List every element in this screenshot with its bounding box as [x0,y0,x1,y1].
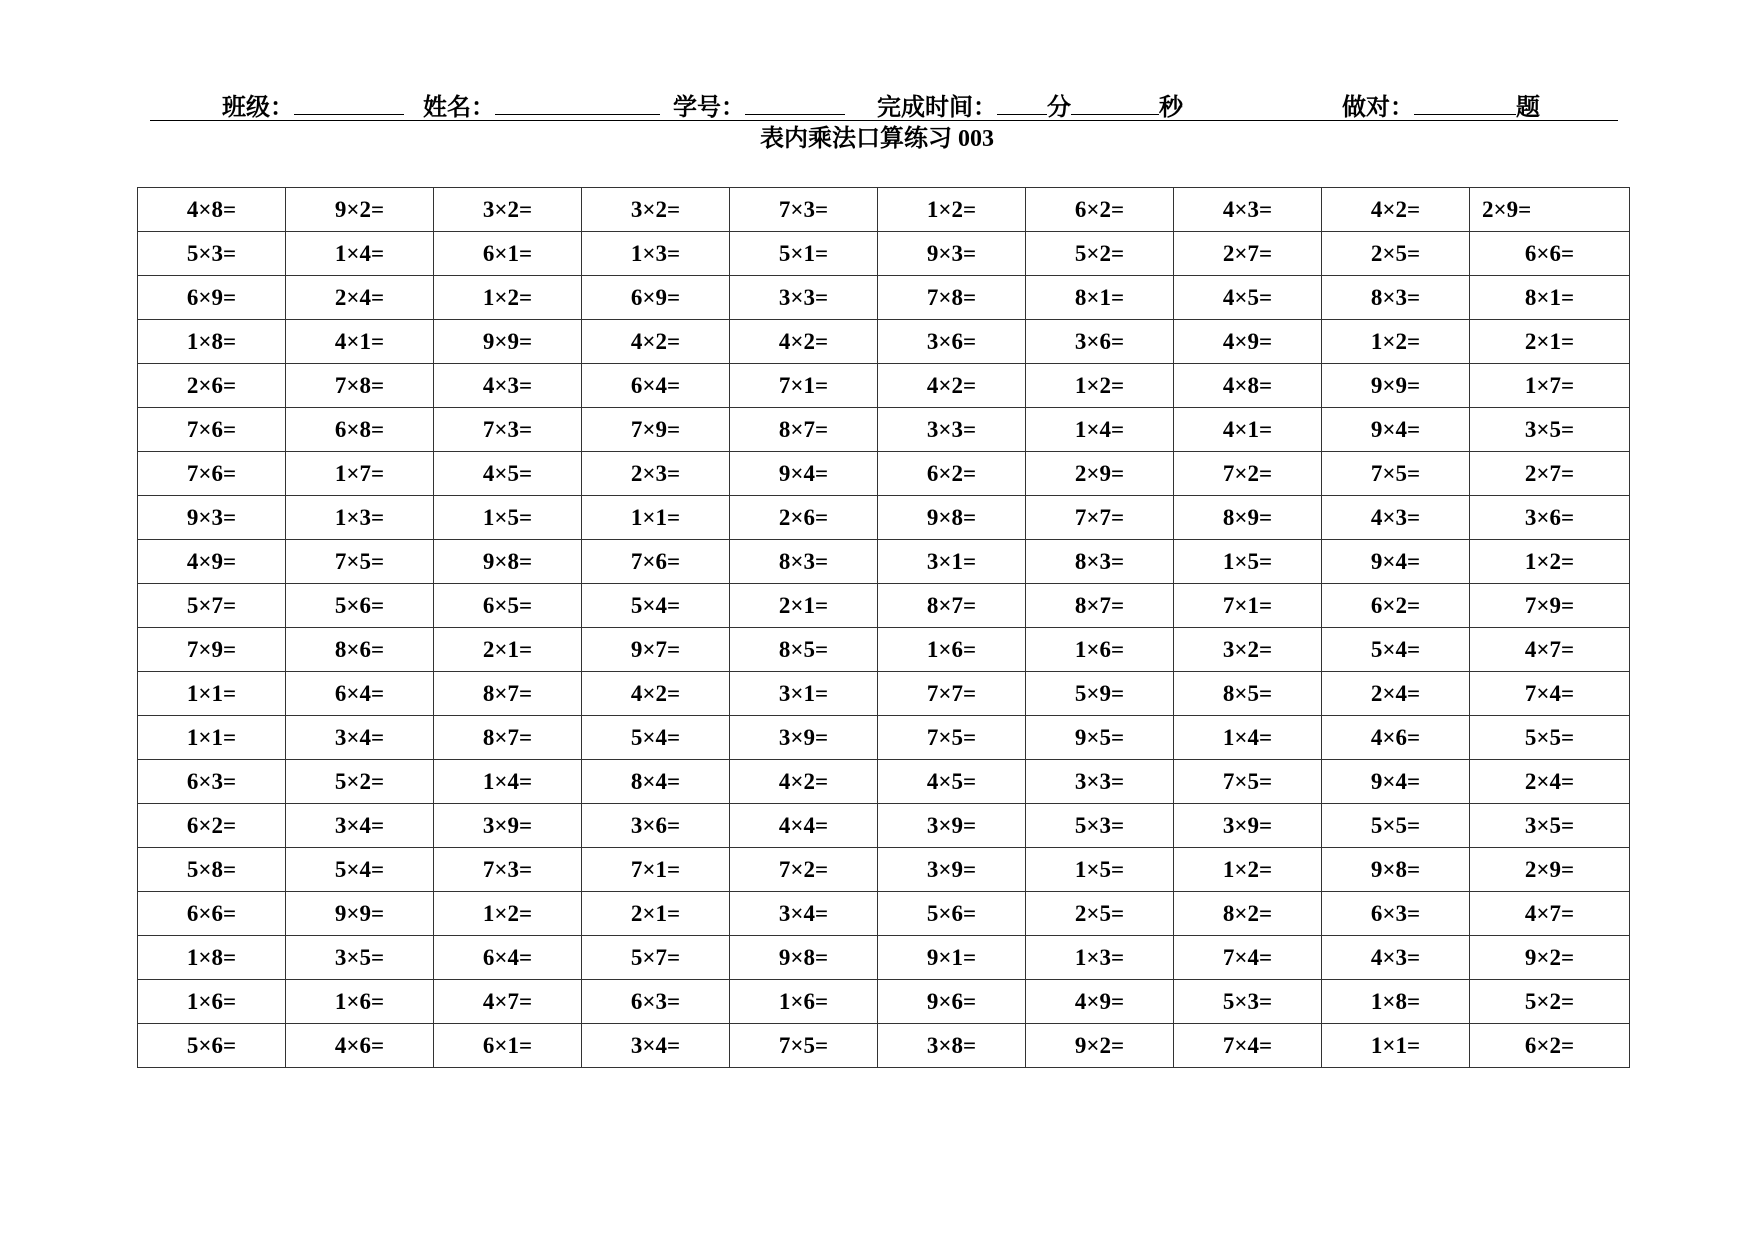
second-blank[interactable] [1071,90,1159,115]
problem-cell[interactable]: 7×5= [1174,760,1322,804]
problem-row [138,936,1630,980]
problem-cell[interactable]: 6×4= [434,936,582,980]
class-field [222,90,404,123]
problem-cell[interactable]: 8×5= [730,628,878,672]
problem-cell[interactable]: 1×1= [138,716,286,760]
problem-cell[interactable]: 1×1= [1322,1024,1470,1068]
problem-cell[interactable]: 1×6= [878,628,1026,672]
problem-cell[interactable]: 1×5= [1026,848,1174,892]
problem-grid [137,187,1630,1068]
problem-cell[interactable]: 7×9= [138,628,286,672]
problem-cell[interactable]: 5×2= [1026,232,1174,276]
problem-cell[interactable]: 8×2= [1174,892,1322,936]
problem-cell[interactable]: 6×1= [434,232,582,276]
correct-field [1342,90,1540,123]
problem-cell[interactable]: 9×8= [434,540,582,584]
problem-cell[interactable]: 8×7= [1026,584,1174,628]
problem-cell[interactable]: 8×7= [730,408,878,452]
problem-cell[interactable]: 4×6= [286,1024,434,1068]
problem-cell[interactable]: 2×1= [1470,320,1630,364]
problem-cell[interactable]: 8×3= [1026,540,1174,584]
problem-cell[interactable]: 7×5= [286,540,434,584]
problem-row [138,452,1630,496]
problem-cell[interactable]: 7×7= [1026,496,1174,540]
problem-cell[interactable]: 9×7= [582,628,730,672]
problem-cell[interactable]: 9×3= [138,496,286,540]
problem-cell[interactable]: 5×7= [138,584,286,628]
problem-cell[interactable]: 6×3= [138,760,286,804]
problem-cell[interactable]: 4×7= [434,980,582,1024]
problem-cell[interactable]: 8×3= [1322,276,1470,320]
name-blank[interactable] [495,90,660,115]
problem-cell[interactable]: 4×9= [1026,980,1174,1024]
problem-cell[interactable]: 2×6= [730,496,878,540]
time-field [877,90,1183,123]
problem-cell[interactable]: 5×5= [1470,716,1630,760]
problem-cell[interactable]: 3×1= [878,540,1026,584]
problem-cell[interactable]: 1×3= [286,496,434,540]
problem-row [138,628,1630,672]
class-label: 班级： [222,95,294,121]
problem-cell[interactable]: 1×8= [1322,980,1470,1024]
problem-cell[interactable]: 7×4= [1174,936,1322,980]
problem-cell[interactable]: 6×1= [434,1024,582,1068]
problem-cell[interactable]: 2×9= [1026,452,1174,496]
problem-cell[interactable]: 4×3= [1174,188,1322,232]
problem-cell[interactable]: 3×6= [1470,496,1630,540]
problem-cell[interactable]: 1×6= [138,980,286,1024]
problem-cell[interactable]: 7×4= [1174,1024,1322,1068]
problem-cell[interactable]: 2×4= [286,276,434,320]
problem-cell[interactable]: 6×2= [138,804,286,848]
problem-row [138,540,1630,584]
problem-cell[interactable]: 1×5= [434,496,582,540]
problem-cell[interactable]: 5×2= [286,760,434,804]
problem-cell[interactable]: 1×4= [1026,408,1174,452]
problem-cell[interactable]: 2×9= [1470,848,1630,892]
problem-cell[interactable]: 9×4= [1322,540,1470,584]
problem-row [138,584,1630,628]
problem-cell[interactable]: 9×4= [730,452,878,496]
correct-blank[interactable] [1414,90,1516,115]
problem-row [138,276,1630,320]
problem-cell[interactable]: 5×3= [1026,804,1174,848]
problem-cell[interactable]: 1×2= [1174,848,1322,892]
problem-cell[interactable]: 1×2= [1026,364,1174,408]
problem-cell[interactable]: 4×2= [730,320,878,364]
student-id-blank[interactable] [745,90,845,115]
problem-cell[interactable]: 3×9= [434,804,582,848]
problem-row [138,496,1630,540]
problem-cell[interactable]: 3×4= [286,716,434,760]
problem-cell[interactable]: 5×8= [138,848,286,892]
problem-cell[interactable]: 4×9= [1174,320,1322,364]
problem-cell[interactable]: 2×4= [1322,672,1470,716]
problem-cell[interactable]: 7×3= [434,408,582,452]
problem-cell[interactable]: 4×5= [878,760,1026,804]
problem-cell[interactable]: 6×2= [1026,188,1174,232]
problem-cell[interactable]: 3×9= [878,848,1026,892]
problem-cell[interactable]: 4×9= [138,540,286,584]
problem-cell[interactable]: 1×6= [286,980,434,1024]
problem-cell[interactable]: 1×6= [730,980,878,1024]
problem-row [138,408,1630,452]
problem-cell[interactable]: 8×7= [434,716,582,760]
problem-cell[interactable]: 6×2= [1322,584,1470,628]
problem-cell[interactable]: 9×8= [878,496,1026,540]
problem-cell[interactable]: 3×6= [582,804,730,848]
problem-cell[interactable]: 3×4= [286,804,434,848]
problem-cell[interactable]: 9×2= [286,188,434,232]
problem-cell[interactable]: 9×6= [878,980,1026,1024]
minute-blank[interactable] [997,90,1047,115]
problem-row [138,760,1630,804]
problem-cell[interactable]: 4×8= [1174,364,1322,408]
problem-cell[interactable]: 3×3= [878,408,1026,452]
problem-cell[interactable]: 5×4= [286,848,434,892]
problem-cell[interactable]: 2×1= [582,892,730,936]
problem-cell[interactable]: 7×6= [138,408,286,452]
problem-cell[interactable]: 4×4= [730,804,878,848]
problem-cell[interactable]: 2×1= [730,584,878,628]
problem-cell[interactable]: 2×9= [1470,188,1630,232]
problem-cell[interactable]: 9×4= [1322,408,1470,452]
name-label: 姓名： [423,95,495,121]
problem-cell[interactable]: 5×6= [286,584,434,628]
problem-cell[interactable]: 9×3= [878,232,1026,276]
class-blank[interactable] [294,90,404,115]
problem-cell[interactable]: 7×9= [582,408,730,452]
problem-cell[interactable]: 6×4= [582,364,730,408]
problem-cell[interactable]: 4×5= [434,452,582,496]
problem-cell[interactable]: 3×9= [878,804,1026,848]
problem-cell[interactable]: 4×3= [1322,936,1470,980]
minute-label: 分 [1047,95,1071,121]
problem-cell[interactable]: 6×6= [138,892,286,936]
problem-cell[interactable]: 1×3= [1026,936,1174,980]
problem-cell[interactable]: 2×7= [1174,232,1322,276]
problem-cell[interactable]: 6×6= [1470,232,1630,276]
problem-cell[interactable]: 3×6= [1026,320,1174,364]
problem-cell[interactable]: 9×9= [286,892,434,936]
problem-cell[interactable]: 4×5= [1174,276,1322,320]
problem-cell[interactable]: 7×9= [1470,584,1630,628]
problem-cell[interactable]: 7×2= [730,848,878,892]
problem-cell[interactable]: 1×8= [138,320,286,364]
name-field [423,90,660,123]
problem-cell[interactable]: 6×2= [1470,1024,1630,1068]
problem-cell[interactable]: 7×6= [138,452,286,496]
problem-cell[interactable]: 7×7= [878,672,1026,716]
problem-cell[interactable]: 2×4= [1470,760,1630,804]
problem-cell[interactable]: 7×3= [434,848,582,892]
problem-row [138,892,1630,936]
problem-row [138,364,1630,408]
problem-cell[interactable]: 8×7= [878,584,1026,628]
problem-cell[interactable]: 7×2= [1174,452,1322,496]
problem-cell[interactable]: 7×4= [1470,672,1630,716]
problem-row [138,804,1630,848]
problem-cell[interactable]: 6×3= [582,980,730,1024]
problem-cell[interactable]: 1×6= [1026,628,1174,672]
problem-cell[interactable]: 4×8= [138,188,286,232]
problem-cell[interactable]: 2×7= [1470,452,1630,496]
problem-row [138,980,1630,1024]
problem-cell[interactable]: 3×8= [878,1024,1026,1068]
problem-cell[interactable]: 1×2= [878,188,1026,232]
problem-cell[interactable]: 1×3= [582,232,730,276]
student-id-label: 学号： [673,95,745,121]
problem-cell[interactable]: 1×1= [138,672,286,716]
problem-cell[interactable]: 4×2= [1322,188,1470,232]
student-id-field [673,90,845,123]
question-label: 题 [1516,95,1540,121]
problem-cell[interactable]: 3×9= [1174,804,1322,848]
problem-cell[interactable]: 7×1= [730,364,878,408]
correct-label: 做对： [1342,95,1414,121]
problem-cell[interactable]: 1×7= [1470,364,1630,408]
problem-cell[interactable]: 2×6= [138,364,286,408]
problem-cell[interactable]: 1×4= [286,232,434,276]
problem-row [138,1024,1630,1068]
problem-cell[interactable]: 5×4= [582,584,730,628]
problem-cell[interactable]: 2×1= [434,628,582,672]
problem-cell[interactable]: 6×4= [286,672,434,716]
problem-cell[interactable]: 1×2= [1470,540,1630,584]
problem-cell[interactable]: 1×1= [582,496,730,540]
problem-cell[interactable]: 2×3= [582,452,730,496]
problem-cell[interactable]: 5×4= [1322,628,1470,672]
problem-cell[interactable]: 4×7= [1470,892,1630,936]
problem-cell[interactable]: 7×5= [1322,452,1470,496]
problem-row [138,716,1630,760]
problem-cell[interactable]: 4×1= [1174,408,1322,452]
problem-cell[interactable]: 6×8= [286,408,434,452]
problem-cell[interactable]: 1×2= [434,276,582,320]
problem-cell[interactable]: 8×7= [434,672,582,716]
problem-cell[interactable]: 6×3= [1322,892,1470,936]
problem-cell[interactable]: 7×1= [1174,584,1322,628]
problem-cell[interactable]: 8×9= [1174,496,1322,540]
problem-cell[interactable]: 7×5= [878,716,1026,760]
problem-cell[interactable]: 7×3= [730,188,878,232]
problem-cell[interactable]: 7×8= [286,364,434,408]
problem-cell[interactable]: 6×5= [434,584,582,628]
problem-cell[interactable]: 7×1= [582,848,730,892]
problem-row [138,188,1630,232]
problem-cell[interactable]: 5×3= [1174,980,1322,1024]
problem-cell[interactable]: 5×6= [138,1024,286,1068]
problem-cell[interactable]: 6×2= [878,452,1026,496]
problem-cell[interactable]: 9×1= [878,936,1026,980]
problem-row [138,232,1630,276]
problem-cell[interactable]: 4×3= [434,364,582,408]
problem-cell[interactable]: 9×4= [1322,760,1470,804]
problem-cell[interactable]: 9×2= [1026,1024,1174,1068]
problem-cell[interactable]: 3×2= [1174,628,1322,672]
problem-cell[interactable]: 6×9= [582,276,730,320]
problem-cell[interactable]: 3×2= [582,188,730,232]
problem-cell[interactable]: 4×2= [582,672,730,716]
problem-cell[interactable]: 8×6= [286,628,434,672]
problem-cell[interactable]: 8×4= [582,760,730,804]
problem-cell[interactable]: 3×5= [1470,804,1630,848]
problem-row [138,848,1630,892]
problem-cell[interactable]: 3×3= [730,276,878,320]
problem-cell[interactable]: 5×5= [1322,804,1470,848]
problem-cell[interactable]: 1×4= [1174,716,1322,760]
problem-cell[interactable]: 5×9= [1026,672,1174,716]
worksheet-title: 表内乘法口算练习 003 [760,126,994,152]
problem-cell[interactable]: 3×3= [1026,760,1174,804]
problem-cell[interactable]: 5×6= [878,892,1026,936]
problem-cell[interactable]: 8×3= [730,540,878,584]
problem-cell[interactable]: 8×1= [1470,276,1630,320]
problem-row [138,672,1630,716]
problem-cell[interactable]: 8×5= [1174,672,1322,716]
time-label: 完成时间： [877,95,997,121]
problem-cell[interactable]: 6×9= [138,276,286,320]
problem-cell[interactable]: 3×6= [878,320,1026,364]
problem-cell[interactable]: 3×9= [730,716,878,760]
problem-cell[interactable]: 3×4= [582,1024,730,1068]
problem-cell[interactable]: 4×7= [1470,628,1630,672]
problem-cell[interactable]: 4×3= [1322,496,1470,540]
problem-cell[interactable]: 3×2= [434,188,582,232]
problem-cell[interactable]: 3×5= [286,936,434,980]
problem-cell[interactable]: 9×9= [1322,364,1470,408]
problem-cell[interactable]: 5×2= [1470,980,1630,1024]
worksheet-header [150,90,1618,121]
problem-cell[interactable]: 2×5= [1026,892,1174,936]
problem-grid-body [138,188,1630,1068]
problem-cell[interactable]: 5×4= [582,716,730,760]
problem-cell[interactable]: 5×3= [138,232,286,276]
problem-cell[interactable]: 4×2= [582,320,730,364]
problem-cell[interactable]: 4×2= [878,364,1026,408]
problem-cell[interactable]: 9×2= [1470,936,1630,980]
second-label: 秒 [1159,95,1183,121]
problem-cell[interactable]: 9×8= [1322,848,1470,892]
problem-cell[interactable]: 1×4= [434,760,582,804]
problem-cell[interactable]: 1×2= [434,892,582,936]
problem-cell[interactable]: 4×2= [730,760,878,804]
problem-cell[interactable]: 3×4= [730,892,878,936]
problem-cell[interactable]: 4×1= [286,320,434,364]
problem-cell[interactable]: 9×5= [1026,716,1174,760]
problem-cell[interactable]: 1×7= [286,452,434,496]
problem-cell[interactable]: 1×5= [1174,540,1322,584]
problem-cell[interactable]: 3×1= [730,672,878,716]
problem-cell[interactable]: 1×8= [138,936,286,980]
problem-cell[interactable]: 1×2= [1322,320,1470,364]
problem-cell[interactable]: 9×8= [730,936,878,980]
problem-cell[interactable]: 5×1= [730,232,878,276]
problem-cell[interactable]: 7×6= [582,540,730,584]
problem-row [138,320,1630,364]
problem-cell[interactable]: 5×7= [582,936,730,980]
problem-cell[interactable]: 7×8= [878,276,1026,320]
problem-cell[interactable]: 2×5= [1322,232,1470,276]
problem-cell[interactable]: 8×1= [1026,276,1174,320]
problem-cell[interactable]: 9×9= [434,320,582,364]
problem-cell[interactable]: 3×5= [1470,408,1630,452]
problem-cell[interactable]: 7×5= [730,1024,878,1068]
problem-cell[interactable]: 4×6= [1322,716,1470,760]
